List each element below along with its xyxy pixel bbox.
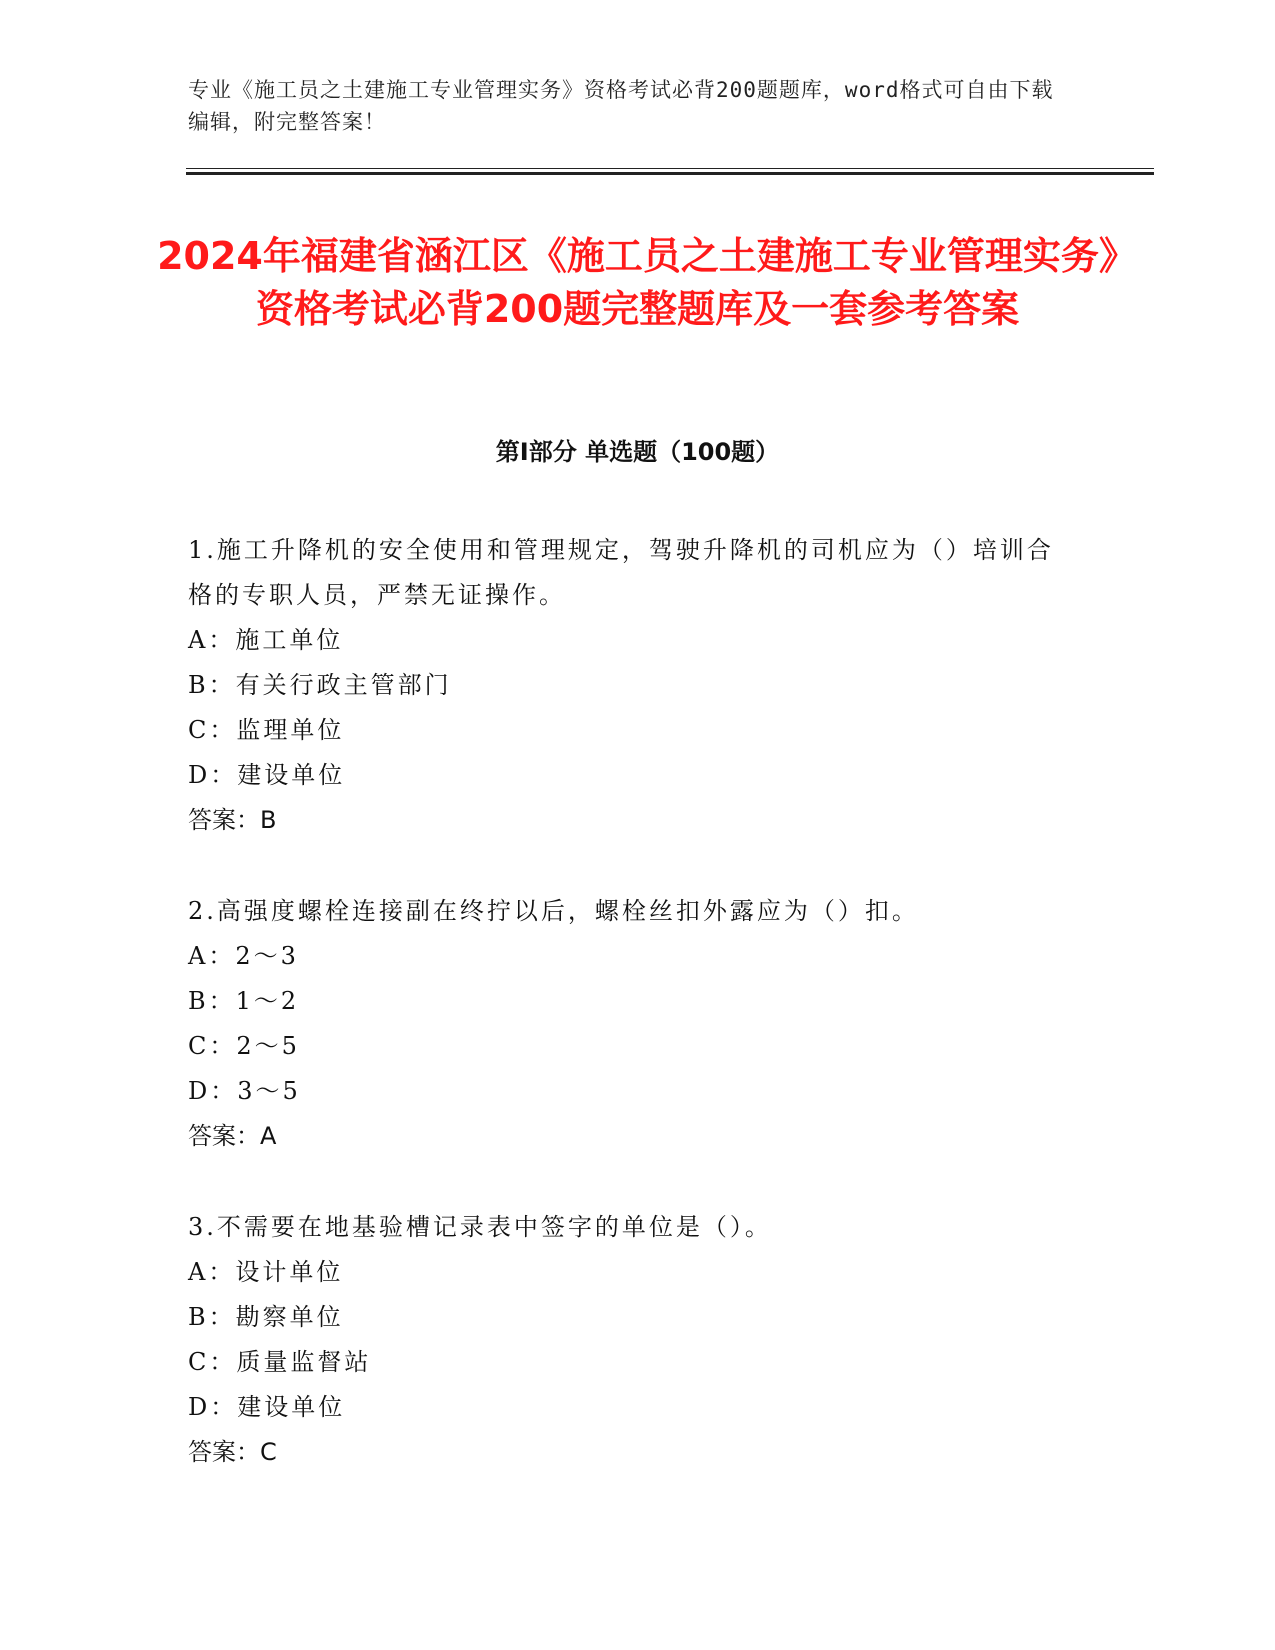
question-stem: 2.高强度螺栓连接副在终拧以后，螺栓丝扣外露应为（）扣。 [188,897,919,925]
question-stem: 1.施工升降机的安全使用和管理规定，驾驶升降机的司机应为（）培训合格的专职人员，严禁无证操作。 [188,536,1054,609]
option-c: C：2～5 [188,1032,300,1060]
option-c: C：监理单位 [188,716,345,744]
option-b: B：有关行政主管部门 [188,671,452,699]
option-c: C：质量监督站 [188,1348,372,1376]
answer: 答案：C [188,1438,277,1466]
option-a: A：设计单位 [188,1258,344,1286]
answer: 答案：B [188,806,277,834]
header-divider-thick [186,172,1154,175]
section-heading: 第I部分 单选题（100题） [495,438,780,466]
question-1 [188,528,1068,843]
header-note: 专业《施工员之土建施工专业管理实务》资格考试必背200题题库，word格式可自由下载编辑，附完整答案！ [188,78,1054,134]
option-d: D：建设单位 [188,761,346,789]
option-d: D：3～5 [188,1077,301,1105]
question-stem: 3.不需要在地基验槽记录表中签字的单位是（）。 [188,1213,772,1241]
answer: 答案：A [188,1122,277,1150]
option-a: A：施工单位 [188,626,344,654]
question-2 [188,889,1068,1159]
question-3 [188,1205,1068,1475]
option-b: B：勘察单位 [188,1303,344,1331]
header-divider-thin [186,168,1154,169]
document-title: 2024年福建省涵江区《施工员之土建施工专业管理实务》资格考试必背200题完整题库及一套参考答案 [157,234,1118,331]
option-b: B：1～2 [188,987,300,1015]
option-d: D：建设单位 [188,1393,346,1421]
option-a: A：2～3 [188,942,299,970]
question-list [188,528,1068,1521]
